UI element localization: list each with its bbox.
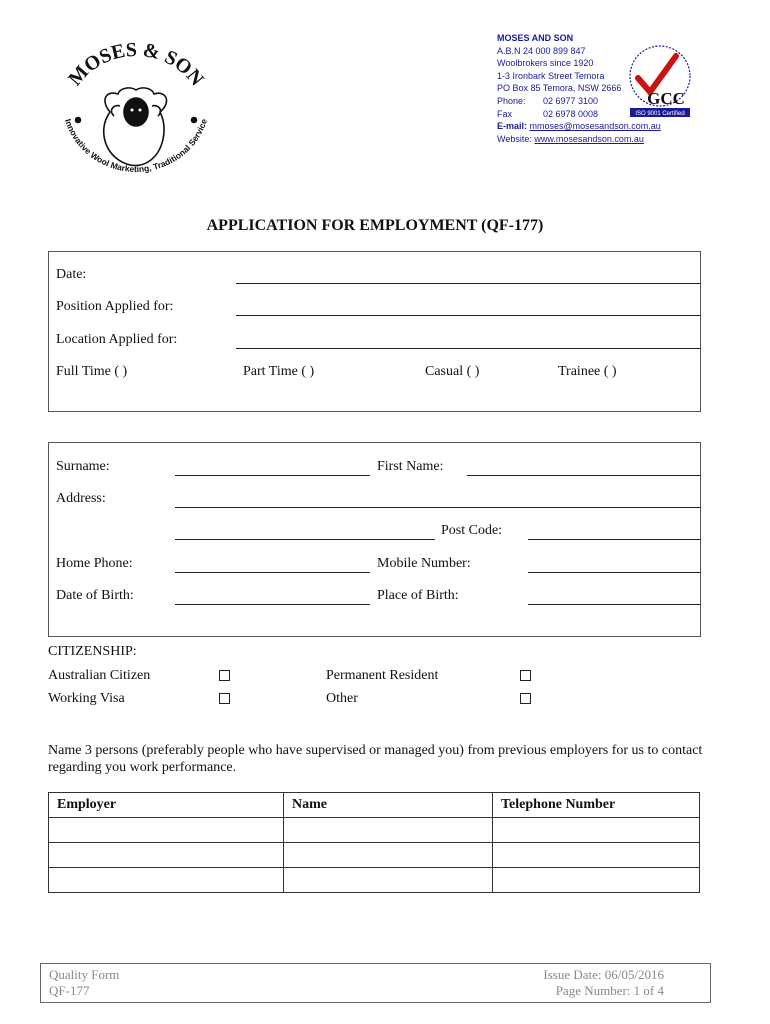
svg-text:MOSES & SON xyxy=(64,40,208,91)
permanent-resident-checkbox[interactable] xyxy=(520,670,531,681)
address-label: Address: xyxy=(56,491,106,506)
casual-option[interactable]: Casual ( ) xyxy=(425,364,480,379)
location-field[interactable] xyxy=(236,348,700,349)
form-title: APPLICATION FOR EMPLOYMENT (QF-177) xyxy=(206,217,544,234)
website-label: Website: xyxy=(497,133,532,144)
name-column-header: Name xyxy=(284,793,493,818)
working-visa-checkbox[interactable] xyxy=(219,693,230,704)
logo-arc-top-text: MOSES & SON xyxy=(64,40,208,91)
gcc-badge-subtitle: ISO 9001 Certified xyxy=(635,111,685,117)
telephone-column-header: Telephone Number xyxy=(493,793,700,818)
table-row xyxy=(49,843,700,868)
logo-arc-bottom-text: Innovative Wool Marketing, Traditional Service xyxy=(62,117,210,175)
first-name-field[interactable] xyxy=(467,475,700,476)
trainee-option[interactable]: Trainee ( ) xyxy=(558,364,617,379)
working-visa-label: Working Visa xyxy=(48,691,125,706)
fax-value: 02 6978 0008 xyxy=(543,108,599,119)
page-number: Page Number: 1 of 4 xyxy=(555,983,664,998)
address-field-line1[interactable] xyxy=(175,507,700,508)
name-cell[interactable] xyxy=(284,843,493,868)
home-phone-field[interactable] xyxy=(175,572,370,573)
post-code-field[interactable] xyxy=(528,539,700,540)
references-instructions: Name 3 persons (preferably people who have supervised or managed you) from previous employers for us to contact regarding you work performance. xyxy=(48,743,703,775)
part-time-option[interactable]: Part Time ( ) xyxy=(243,364,315,379)
company-po-box: PO Box 85 Temora, NSW 2666 xyxy=(497,83,622,94)
document-footer xyxy=(40,963,711,1003)
form-code: QF-177 xyxy=(49,983,90,998)
dob-label: Date of Birth: xyxy=(56,588,134,603)
telephone-cell[interactable] xyxy=(493,868,700,893)
citizenship-heading: CITIZENSHIP: xyxy=(48,644,137,659)
employer-column-header: Employer xyxy=(49,793,284,818)
gcc-certification-badge xyxy=(624,42,696,122)
name-cell[interactable] xyxy=(284,868,493,893)
position-field[interactable] xyxy=(236,315,700,316)
phone-label: Phone: xyxy=(497,95,526,106)
pob-field[interactable] xyxy=(528,604,700,605)
employer-cell[interactable] xyxy=(49,843,284,868)
location-label: Location Applied for: xyxy=(56,332,178,347)
company-name: MOSES AND SON xyxy=(497,33,574,43)
name-cell[interactable] xyxy=(284,818,493,843)
dob-field[interactable] xyxy=(175,604,370,605)
surname-label: Surname: xyxy=(56,459,110,474)
other-label: Other xyxy=(326,691,358,706)
date-label: Date: xyxy=(56,267,87,282)
first-name-label: First Name: xyxy=(377,459,444,474)
company-abn: A.B.N 24 000 899 847 xyxy=(497,45,586,56)
phone-value: 02 6977 3100 xyxy=(543,95,599,106)
australian-citizen-checkbox[interactable] xyxy=(219,670,230,681)
post-code-label: Post Code: xyxy=(441,523,503,538)
gcc-badge-text: GCC xyxy=(647,89,685,108)
references-table xyxy=(48,792,700,893)
home-phone-label: Home Phone: xyxy=(56,556,133,571)
surname-field[interactable] xyxy=(175,475,370,476)
email-label: E-mail: xyxy=(497,121,528,132)
website-link[interactable]: www.mosesandson.com.au xyxy=(534,133,644,144)
moses-and-son-logo xyxy=(48,40,223,200)
telephone-cell[interactable] xyxy=(493,818,700,843)
pob-label: Place of Birth: xyxy=(377,588,459,603)
australian-citizen-label: Australian Citizen xyxy=(48,668,151,683)
date-field[interactable] xyxy=(236,283,700,284)
company-street: 1-3 Ironbark Street Temora xyxy=(497,70,605,81)
table-row xyxy=(49,868,700,893)
issue-date: Issue Date: 06/05/2016 xyxy=(543,967,664,982)
position-label: Position Applied for: xyxy=(56,299,174,314)
table-header-row xyxy=(49,793,700,818)
address-field-line2[interactable] xyxy=(175,539,435,540)
full-time-option[interactable]: Full Time ( ) xyxy=(56,364,128,379)
employer-cell[interactable] xyxy=(49,818,284,843)
table-row xyxy=(49,818,700,843)
checkmark-icon xyxy=(638,56,676,92)
mobile-field[interactable] xyxy=(528,572,700,573)
other-checkbox[interactable] xyxy=(520,693,531,704)
telephone-cell[interactable] xyxy=(493,843,700,868)
email-link[interactable]: mmoses@mosesandson.com.au xyxy=(529,121,661,132)
fax-label: Fax xyxy=(497,108,513,119)
employer-cell[interactable] xyxy=(49,868,284,893)
company-tagline: Woolbrokers since 1920 xyxy=(497,58,594,69)
form-type: Quality Form xyxy=(49,967,120,982)
permanent-resident-label: Permanent Resident xyxy=(326,668,439,683)
mobile-label: Mobile Number: xyxy=(377,556,471,571)
